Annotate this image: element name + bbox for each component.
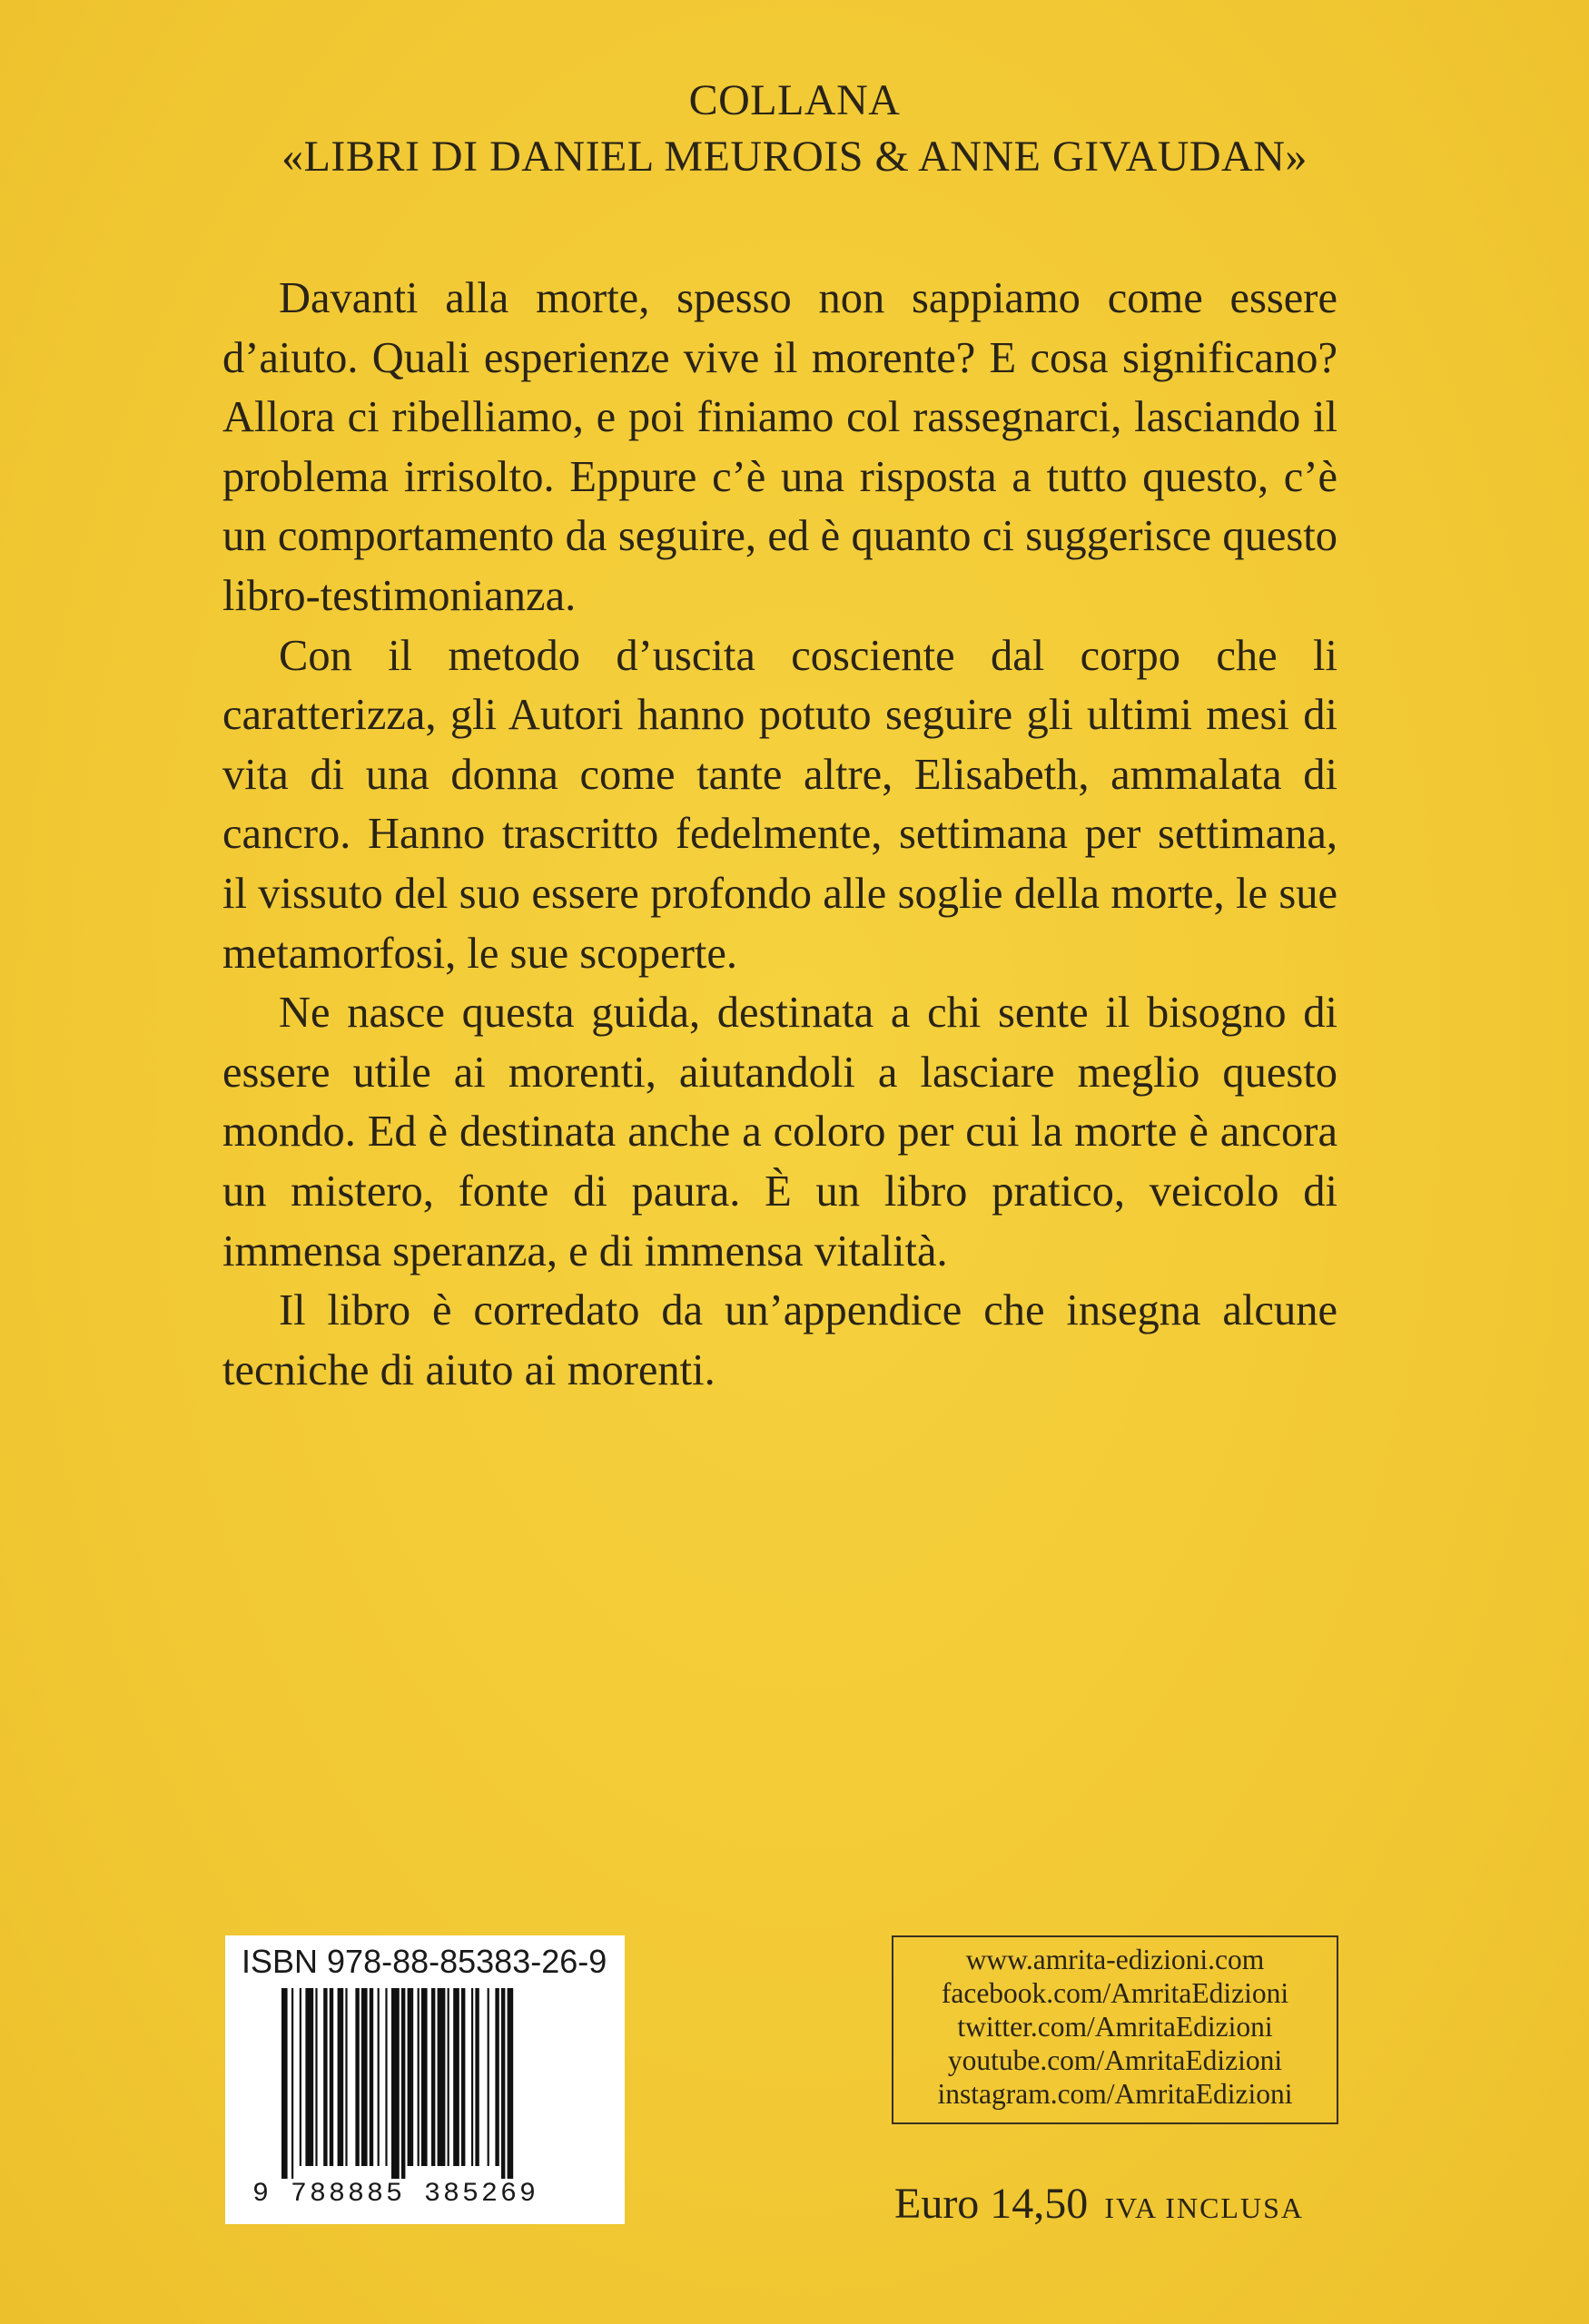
blurb-text [222,269,1337,1400]
barcode-bar [408,1988,414,2166]
barcode-bar [291,1988,293,2179]
barcode-bar [431,1988,435,2166]
barcode-digits: 9 788885 385269 [252,2179,539,2210]
link-website[interactable]: www.amrita-edizioni.com [965,1944,1265,1975]
barcode-bar [508,1988,514,2179]
publisher-links-box [892,1935,1338,2124]
barcode-bar [330,1988,333,2166]
barcode-bar [495,1988,498,2166]
barcode-bar [418,1988,419,2166]
blurb-paragraph-2: Con il metodo d’uscita cosciente dal corpo che li caratterizza, gli Autori hanno potuto seguire gli ultimi mesi di vita di una donna come tante altre, Elisabeth, ammalata di cancro. Hanno trascritto fedelmente, settimana per settimana, il vissuto del suo essere profondo alle soglie della morte, le sue metamorfosi, le sue scoperte. [222,631,1337,978]
barcode-bar [401,1988,405,2179]
barcode-bar [370,1988,373,2166]
price-vat: IVA INCLUSA [1104,2191,1304,2224]
barcode-bar [315,1988,317,2166]
barcode-bar [345,1988,347,2166]
barcode-bar [281,1988,288,2179]
barcode-bar [461,1988,465,2166]
barcode-bar [453,1988,459,2166]
series-header [0,73,1589,185]
barcode-bar [305,1988,313,2166]
blurb-paragraph-3: Ne nasce questa guida, destinata a chi sente il bisogno di essere utile ai morenti, aiutandoli a lasciare meglio questo mondo. Ed è destinata anche a coloro per cui la morte è ancora un mistero, fonte di paura. È un libro pratico, veicolo di immensa speranza, e di immensa vitalità. [222,989,1337,1275]
barcode-bar [488,1988,489,2166]
isbn-barcode-box [225,1935,625,2224]
barcode-bar [471,1988,473,2166]
barcode-bar [475,1988,479,2166]
barcode-bar [391,1988,400,2179]
barcode-bar [378,1988,380,2166]
barcode-bar [438,1988,446,2166]
blurb-paragraph-1: Davanti alla morte, spesso non sappiamo come essere d’aiuto. Quali esperienze vive il morente? E cosa significano? Allora ci ribelliamo, e poi finiamo col rassegnarci, lasciando il problema irrisolto. Eppure c’è una risposta a tutto questo, c’è un comportamento da seguire, ed è quanto ci suggerisce questo libro-testimonianza. [222,274,1337,620]
price-tag [894,2179,1339,2229]
barcode-bar [323,1988,327,2166]
blurb-paragraph-4: Il libro è corredato da un’appendice che insegna alcune tecniche di aiuto ai morenti. [222,1286,1337,1394]
isbn-label: ISBN 978-88-85383-26-9 [242,1943,607,1980]
link-facebook[interactable]: facebook.com/AmritaEdizioni [941,1977,1289,2009]
link-youtube[interactable]: youtube.com/AmritaEdizioni [947,2044,1283,2076]
barcode-bar [448,1988,449,2166]
price-amount: Euro 14,50 [894,2180,1089,2228]
series-title: «LIBRI DI DANIEL MEUROIS & ANNE GIVAUDAN» [281,133,1308,181]
barcode-icon [280,1988,588,2179]
barcode-bar [300,1988,301,2166]
barcode-bar [355,1988,359,2166]
link-instagram[interactable]: instagram.com/AmritaEdizioni [937,2078,1293,2110]
barcode-bar [385,1988,387,2166]
barcode-bar [338,1988,344,2166]
barcode-bar [501,1988,505,2179]
link-twitter[interactable]: twitter.com/AmritaEdizioni [957,2011,1273,2043]
barcode-bar [361,1988,368,2166]
barcode-bar [421,1988,428,2166]
series-label: COLLANA [688,76,901,124]
